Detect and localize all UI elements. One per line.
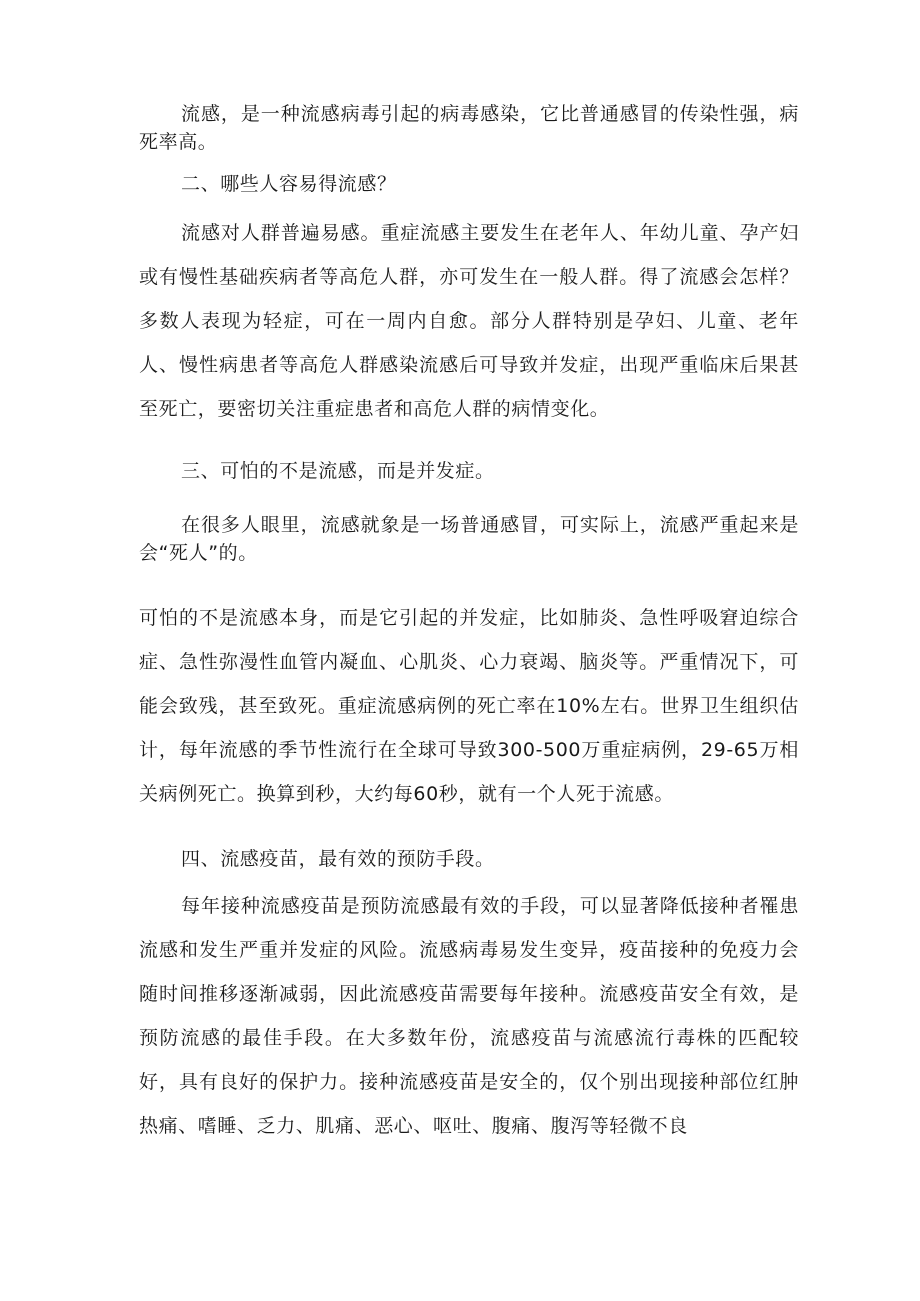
paragraph-complications: 可怕的不是流感本身，而是它引起的并发症，比如肺炎、急性呼吸窘迫综合症、急性弥漫性血管内凝血、心肌炎、心力衰竭、脑炎等。严重情况下，可能会致残，甚至致死。重症流感病例的死亡率在10%左右。世界卫生组织估计，每年流感的季节性流行在全球可导致300-500万重症病例，29-65万相关病例死亡。换算到秒，大约每60秒，就有一个人死于流感。 bbox=[139, 607, 799, 805]
section-heading-2: 二、哪些人容易得流感？ bbox=[181, 173, 397, 195]
paragraph-vaccine: 每年接种流感疫苗是预防流感最有效的手段，可以显著降低接种者罹患流感和发生严重并发症的风险。流感病毒易发生变异，疫苗接种的免疫力会随时间推移逐渐减弱，因此流感疫苗需要每年接种。流感疫苗安全有效，是预防流感的最佳手段。在大多数年份，流感疫苗与流感流行毒株的匹配较好，具有良好的保护力。接种流感疫苗是安全的，仅个别出现接种部位红肿热痛、嗜睡、乏力、肌痛、恶心、呕吐、腹痛、腹泻等轻微不良 bbox=[139, 895, 799, 1137]
section-heading-3: 三、可怕的不是流感，而是并发症。 bbox=[181, 460, 495, 482]
intro-paragraph: 流感，是一种流感病毒引起的病毒感染，它比普通感冒的传染性强，病死率高。 bbox=[139, 103, 799, 153]
section-heading-4: 四、流感疫苗，最有效的预防手段。 bbox=[181, 848, 495, 870]
paragraph-flu-perception: 在很多人眼里，流感就象是一场普通感冒，可实际上，流感严重起来是会“死人”的。 bbox=[139, 514, 799, 564]
paragraph-high-risk-groups: 流感对人群普遍易感。重症流感主要发生在老年人、年幼儿童、孕产妇或有慢性基础疾病者等高危人群，亦可发生在一般人群。得了流感会怎样？多数人表现为轻症，可在一周内自愈。部分人群特别是孕妇、儿童、老年人、慢性病患者等高危人群感染流感后可导致并发症，出现严重临床后果甚至死亡，要密切关注重症患者和高危人群的病情变化。 bbox=[139, 222, 799, 420]
